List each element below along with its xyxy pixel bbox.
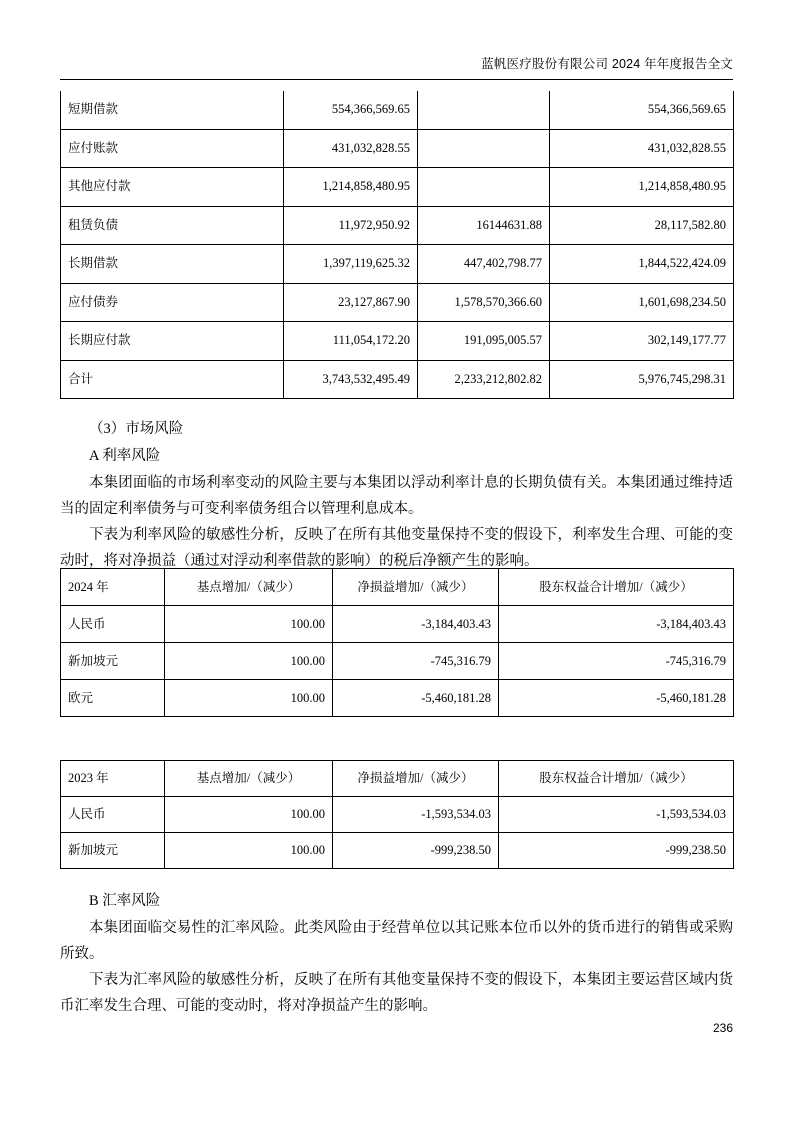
- table-row: [61, 833, 734, 869]
- cell-pl: -3,184,403.43: [333, 606, 499, 643]
- paragraph-interest-rate-2: 下表为利率风险的敏感性分析，反映了在所有其他变量保持不变的假设下，利率发生合理、可能的变动时，将对净损益（通过对浮动利率借款的影响）的税后净额产生的影响。: [60, 527, 733, 569]
- table-row: [61, 245, 734, 284]
- cell-over-1-year: [418, 168, 550, 207]
- cell-basis: 100.00: [165, 643, 333, 680]
- row-label: 应付债券: [61, 283, 284, 322]
- row-label: 人民币: [61, 606, 165, 643]
- table-interest-rate-sensitivity-2023: [60, 760, 734, 869]
- column-header-profit-loss: 净损益增加/（减少）: [333, 761, 499, 797]
- table-row: [61, 206, 734, 245]
- cell-within-1-year: 11,972,950.92: [284, 206, 418, 245]
- cell-within-1-year: 111,054,172.20: [284, 322, 418, 361]
- table-row: [61, 643, 734, 680]
- row-label: 租赁负债: [61, 206, 284, 245]
- cell-total: 5,976,745,298.31: [550, 360, 734, 399]
- table-row: [61, 606, 734, 643]
- column-header-basis-points: 基点增加/（减少）: [165, 761, 333, 797]
- table-row: [61, 680, 734, 717]
- table-row: [61, 797, 734, 833]
- cell-equity: -5,460,181.28: [499, 680, 734, 717]
- column-header-equity: 股东权益合计增加/（减少）: [499, 761, 734, 797]
- cell-equity: -745,316.79: [499, 643, 734, 680]
- table-row: [61, 283, 734, 322]
- cell-total: 431,032,828.55: [550, 129, 734, 168]
- cell-over-1-year: 16144631.88: [418, 206, 550, 245]
- running-header-title: 蓝帆医疗股份有限公司 2024 年年度报告全文: [481, 57, 733, 71]
- cell-pl: -1,593,534.03: [333, 797, 499, 833]
- column-header-year: 2024 年: [61, 569, 165, 606]
- column-header-basis-points: 基点增加/（减少）: [165, 569, 333, 606]
- cell-total: 1,214,858,480.95: [550, 168, 734, 207]
- header-rule: [60, 79, 733, 80]
- paragraph-fx-2: 下表为汇率风险的敏感性分析，反映了在所有其他变量保持不变的假设下，本集团主要运营区域内货币汇率发生合理、可能的变动时，将对净损益产生的影响。: [60, 972, 733, 1014]
- column-header-equity: 股东权益合计增加/（减少）: [499, 569, 734, 606]
- cell-equity: -999,238.50: [499, 833, 734, 869]
- row-label: 合计: [61, 360, 284, 399]
- cell-basis: 100.00: [165, 606, 333, 643]
- row-label: 其他应付款: [61, 168, 284, 207]
- cell-over-1-year: 447,402,798.77: [418, 245, 550, 284]
- column-header-profit-loss: 净损益增加/（减少）: [333, 569, 499, 606]
- cell-within-1-year: 554,366,569.65: [284, 91, 418, 129]
- cell-pl: -5,460,181.28: [333, 680, 499, 717]
- row-label: 长期应付款: [61, 322, 284, 361]
- cell-basis: 100.00: [165, 833, 333, 869]
- column-header-year: 2023 年: [61, 761, 165, 797]
- cell-total: 302,149,177.77: [550, 322, 734, 361]
- table-header-row: [61, 569, 734, 606]
- table-header-row: [61, 761, 734, 797]
- cell-equity: -1,593,534.03: [499, 797, 734, 833]
- cell-basis: 100.00: [165, 797, 333, 833]
- page-number: 236: [712, 1021, 733, 1035]
- cell-within-1-year: 431,032,828.55: [284, 129, 418, 168]
- cell-within-1-year: 23,127,867.90: [284, 283, 418, 322]
- cell-total: 1,844,522,424.09: [550, 245, 734, 284]
- cell-over-1-year: 2,233,212,802.82: [418, 360, 550, 399]
- row-label: 新加坡元: [61, 833, 165, 869]
- row-label: 短期借款: [61, 91, 284, 129]
- paragraph-fx-1: 本集团面临交易性的汇率风险。此类风险由于经营单位以其记账本位币以外的货币进行的销售或采购所致。: [60, 920, 733, 962]
- heading-market-risk: （3）市场风险: [89, 421, 184, 437]
- cell-equity: -3,184,403.43: [499, 606, 734, 643]
- cell-total: 28,117,582.80: [550, 206, 734, 245]
- cell-over-1-year: 1,578,570,366.60: [418, 283, 550, 322]
- row-label: 新加坡元: [61, 643, 165, 680]
- cell-within-1-year: 3,743,532,495.49: [284, 360, 418, 399]
- heading-interest-rate-risk: A 利率风险: [89, 448, 161, 464]
- table-row: [61, 322, 734, 361]
- table-row: [61, 91, 734, 129]
- cell-over-1-year: [418, 91, 550, 129]
- cell-basis: 100.00: [165, 680, 333, 717]
- row-label: 长期借款: [61, 245, 284, 284]
- table-liabilities: [60, 91, 734, 399]
- row-label: 应付账款: [61, 129, 284, 168]
- cell-pl: -999,238.50: [333, 833, 499, 869]
- row-label: 欧元: [61, 680, 165, 717]
- table-row: [61, 168, 734, 207]
- table-row: [61, 129, 734, 168]
- cell-over-1-year: 191,095,005.57: [418, 322, 550, 361]
- cell-over-1-year: [418, 129, 550, 168]
- row-label: 人民币: [61, 797, 165, 833]
- heading-fx-risk: B 汇率风险: [89, 893, 161, 909]
- cell-pl: -745,316.79: [333, 643, 499, 680]
- cell-within-1-year: 1,214,858,480.95: [284, 168, 418, 207]
- cell-within-1-year: 1,397,119,625.32: [284, 245, 418, 284]
- paragraph-interest-rate-1: 本集团面临的市场利率变动的风险主要与本集团以浮动利率计息的长期负债有关。本集团通过维持适当的固定利率债务与可变利率债务组合以管理利息成本。: [60, 475, 733, 517]
- table-interest-rate-sensitivity-2024: [60, 568, 734, 717]
- table-row-total: [61, 360, 734, 399]
- cell-total: 1,601,698,234.50: [550, 283, 734, 322]
- cell-total: 554,366,569.65: [550, 91, 734, 129]
